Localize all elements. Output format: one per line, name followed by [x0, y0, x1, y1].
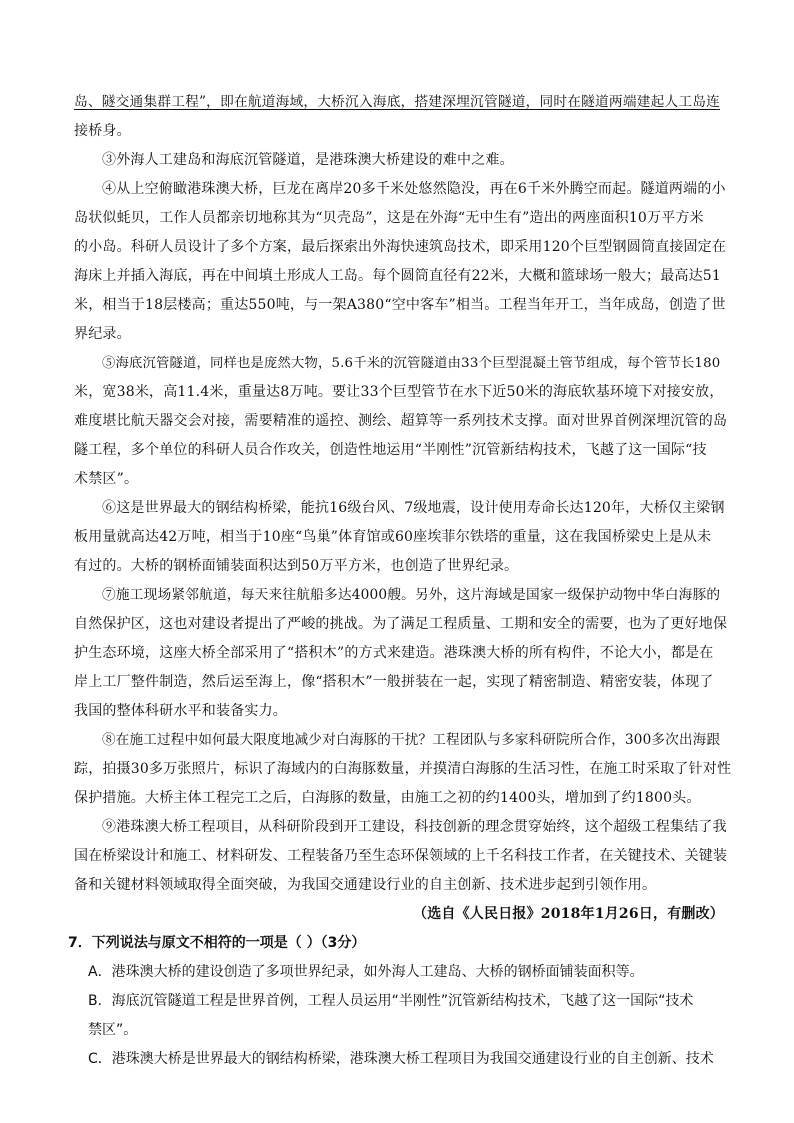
question-stem: 7．下列说法与原文不相符的一项是（ ）（3分） — [68, 935, 366, 951]
paragraph-5-line: 术禁区”。 — [74, 471, 139, 487]
paragraph-2-line: 接桥身。 — [74, 123, 131, 139]
paragraph-9-line: 备和关键材料领域取得全面突破，为我国交通建设行业的自主创新、技术进步起到引领作用。 — [74, 877, 657, 893]
paragraph-6-line: ⑥这是世界最大的钢结构桥梁，能抗16级台风、7级地震，设计使用寿命长达120年，大桥仅主梁钢 — [102, 500, 725, 516]
paragraph-5-line: 隧工程，多个单位的科研人员合作攻关，创造性地运用“半刚性”沉管新结构技术，飞越了这一国际“技 — [74, 442, 707, 458]
article-source: （选自《人民日报》2018年1月26日，有删改） — [413, 906, 724, 922]
paragraph-2-line: 岛、隧交通集群工程”，即在航道海域，大桥沉入海底，搭建深埋沉管隧道，同时在隧道两端建起人工岛连 — [74, 94, 721, 110]
paragraph-4-line: 米，相当于18层楼高；重达550吨，与一架A380“空中客车”相当。工程当年开工，当年成岛，创造了世 — [74, 297, 726, 313]
paragraph-5-line: 难度堪比航天器交会对接，需要精准的遥控、测绘、超算等一系列技术支撑。面对世界首例深埋沉管的岛 — [74, 413, 728, 429]
paragraph-3-line: ③外海人工建岛和海底沉管隧道，是港珠澳大桥建设的难中之难。 — [102, 152, 514, 168]
paragraph-7-line: 自然保护区，这也对建设者提出了严峻的挑战。为了满足工程质量、工期和安全的需要，也为了更好地保 — [74, 616, 728, 632]
paragraph-8-line: ⑧在施工过程中如何最大限度地减少对白海豚的干扰？工程团队与多家科研院所合作，300多次出海跟 — [102, 732, 721, 748]
paragraph-9-line: ⑨港珠澳大桥工程项目，从科研阶段到开工建设，科技创新的理念贯穿始终，这个超级工程集结了我 — [102, 819, 727, 835]
paragraph-4-line: 界纪录。 — [74, 326, 131, 342]
paragraph-4-line: 岛状似蚝贝，工作人员都亲切地称其为“贝壳岛”，这是在外海“无中生有”造出的两座面积10万平方米 — [74, 210, 704, 226]
article-body — [68, 88, 732, 1074]
paragraph-5-line: 米，宽38米，高11.4米，重量达8万吨。要让33个巨型管节在水下近50米的海底软基环境下对接安放， — [74, 384, 724, 400]
paragraph-7-line: 护生态环境，这座大桥全部采用了“搭积木”的方式来建造。港珠澳大桥的所有构件，不论大小，都是在 — [74, 645, 714, 661]
paragraph-7-line: 岸上工厂整件制造，然后运至海上，像“搭积木”一般拼装在一起，实现了精密制造、精密安装，体现了 — [74, 674, 714, 690]
paragraph-4-line: ④从上空俯瞰港珠澳大桥，巨龙在离岸20多千米处悠然隐没，再在6千米外腾空而起。隧道两端的小 — [102, 181, 726, 197]
paragraph-9-line: 国在桥梁设计和施工、材料研发、工程装备乃至生态环保领域的上千名科技工作者，在关键技术、关键装 — [74, 848, 728, 864]
paragraph-8-line: 保护措施。大桥主体工程完工之后，白海豚的数量，由施工之初的约1400头，增加到了约1800头。 — [74, 790, 701, 806]
paragraph-8-line: 踪，拍摄30多万张照片，标识了海域内的白海豚数量，并摸清白海豚的生活习性，在施工时采取了针对性 — [74, 761, 732, 777]
paragraph-4-line: 海床上并插入海底，再在中间填土形成人工岛。每个圆筒直径有22米，大概和篮球场一般大；最高达51 — [74, 268, 722, 284]
option-c: C．港珠澳大桥是世界最大的钢结构桥梁，港珠澳大桥工程项目为我国交通建设行业的自主创新、技术 — [88, 1051, 714, 1067]
option-a: A．港珠澳大桥的建设创造了多项世界纪录，如外海人工建岛、大桥的钢桥面铺装面积等。 — [88, 964, 644, 980]
paragraph-6-line: 有过的。大桥的钢桥面铺装面积达到50万平方米，也创造了世界纪录。 — [74, 558, 519, 574]
option-b-continued: 禁区”。 — [88, 1022, 138, 1038]
paragraph-7-line: ⑦施工现场紧邻航道，每天来往航船多达4000艘。另外，这片海域是国家一级保护动物中华白海豚的 — [102, 587, 721, 603]
option-b: B．海底沉管隧道工程是世界首例，工程人员运用“半刚性”沉管新结构技术，飞越了这一国际“技术 — [88, 993, 694, 1009]
paragraph-7-line: 我国的整体科研水平和装备实力。 — [74, 703, 287, 719]
paragraph-6-line: 板用量就高达42万吨，相当于10座“鸟巢”体育馆或60座埃菲尔铁塔的重量，这在我国桥梁史上是从未 — [74, 529, 712, 545]
paragraph-4-line: 的小岛。科研人员设计了多个方案，最后探索出外海快速筑岛技术，即采用120个巨型钢圆筒直接固定在 — [74, 239, 727, 255]
paragraph-5-line: ⑤海底沉管隧道，同样也是庞然大物，5.6千米的沉管隧道由33个巨型混凝土管节组成，每个管节长180 — [102, 356, 721, 371]
